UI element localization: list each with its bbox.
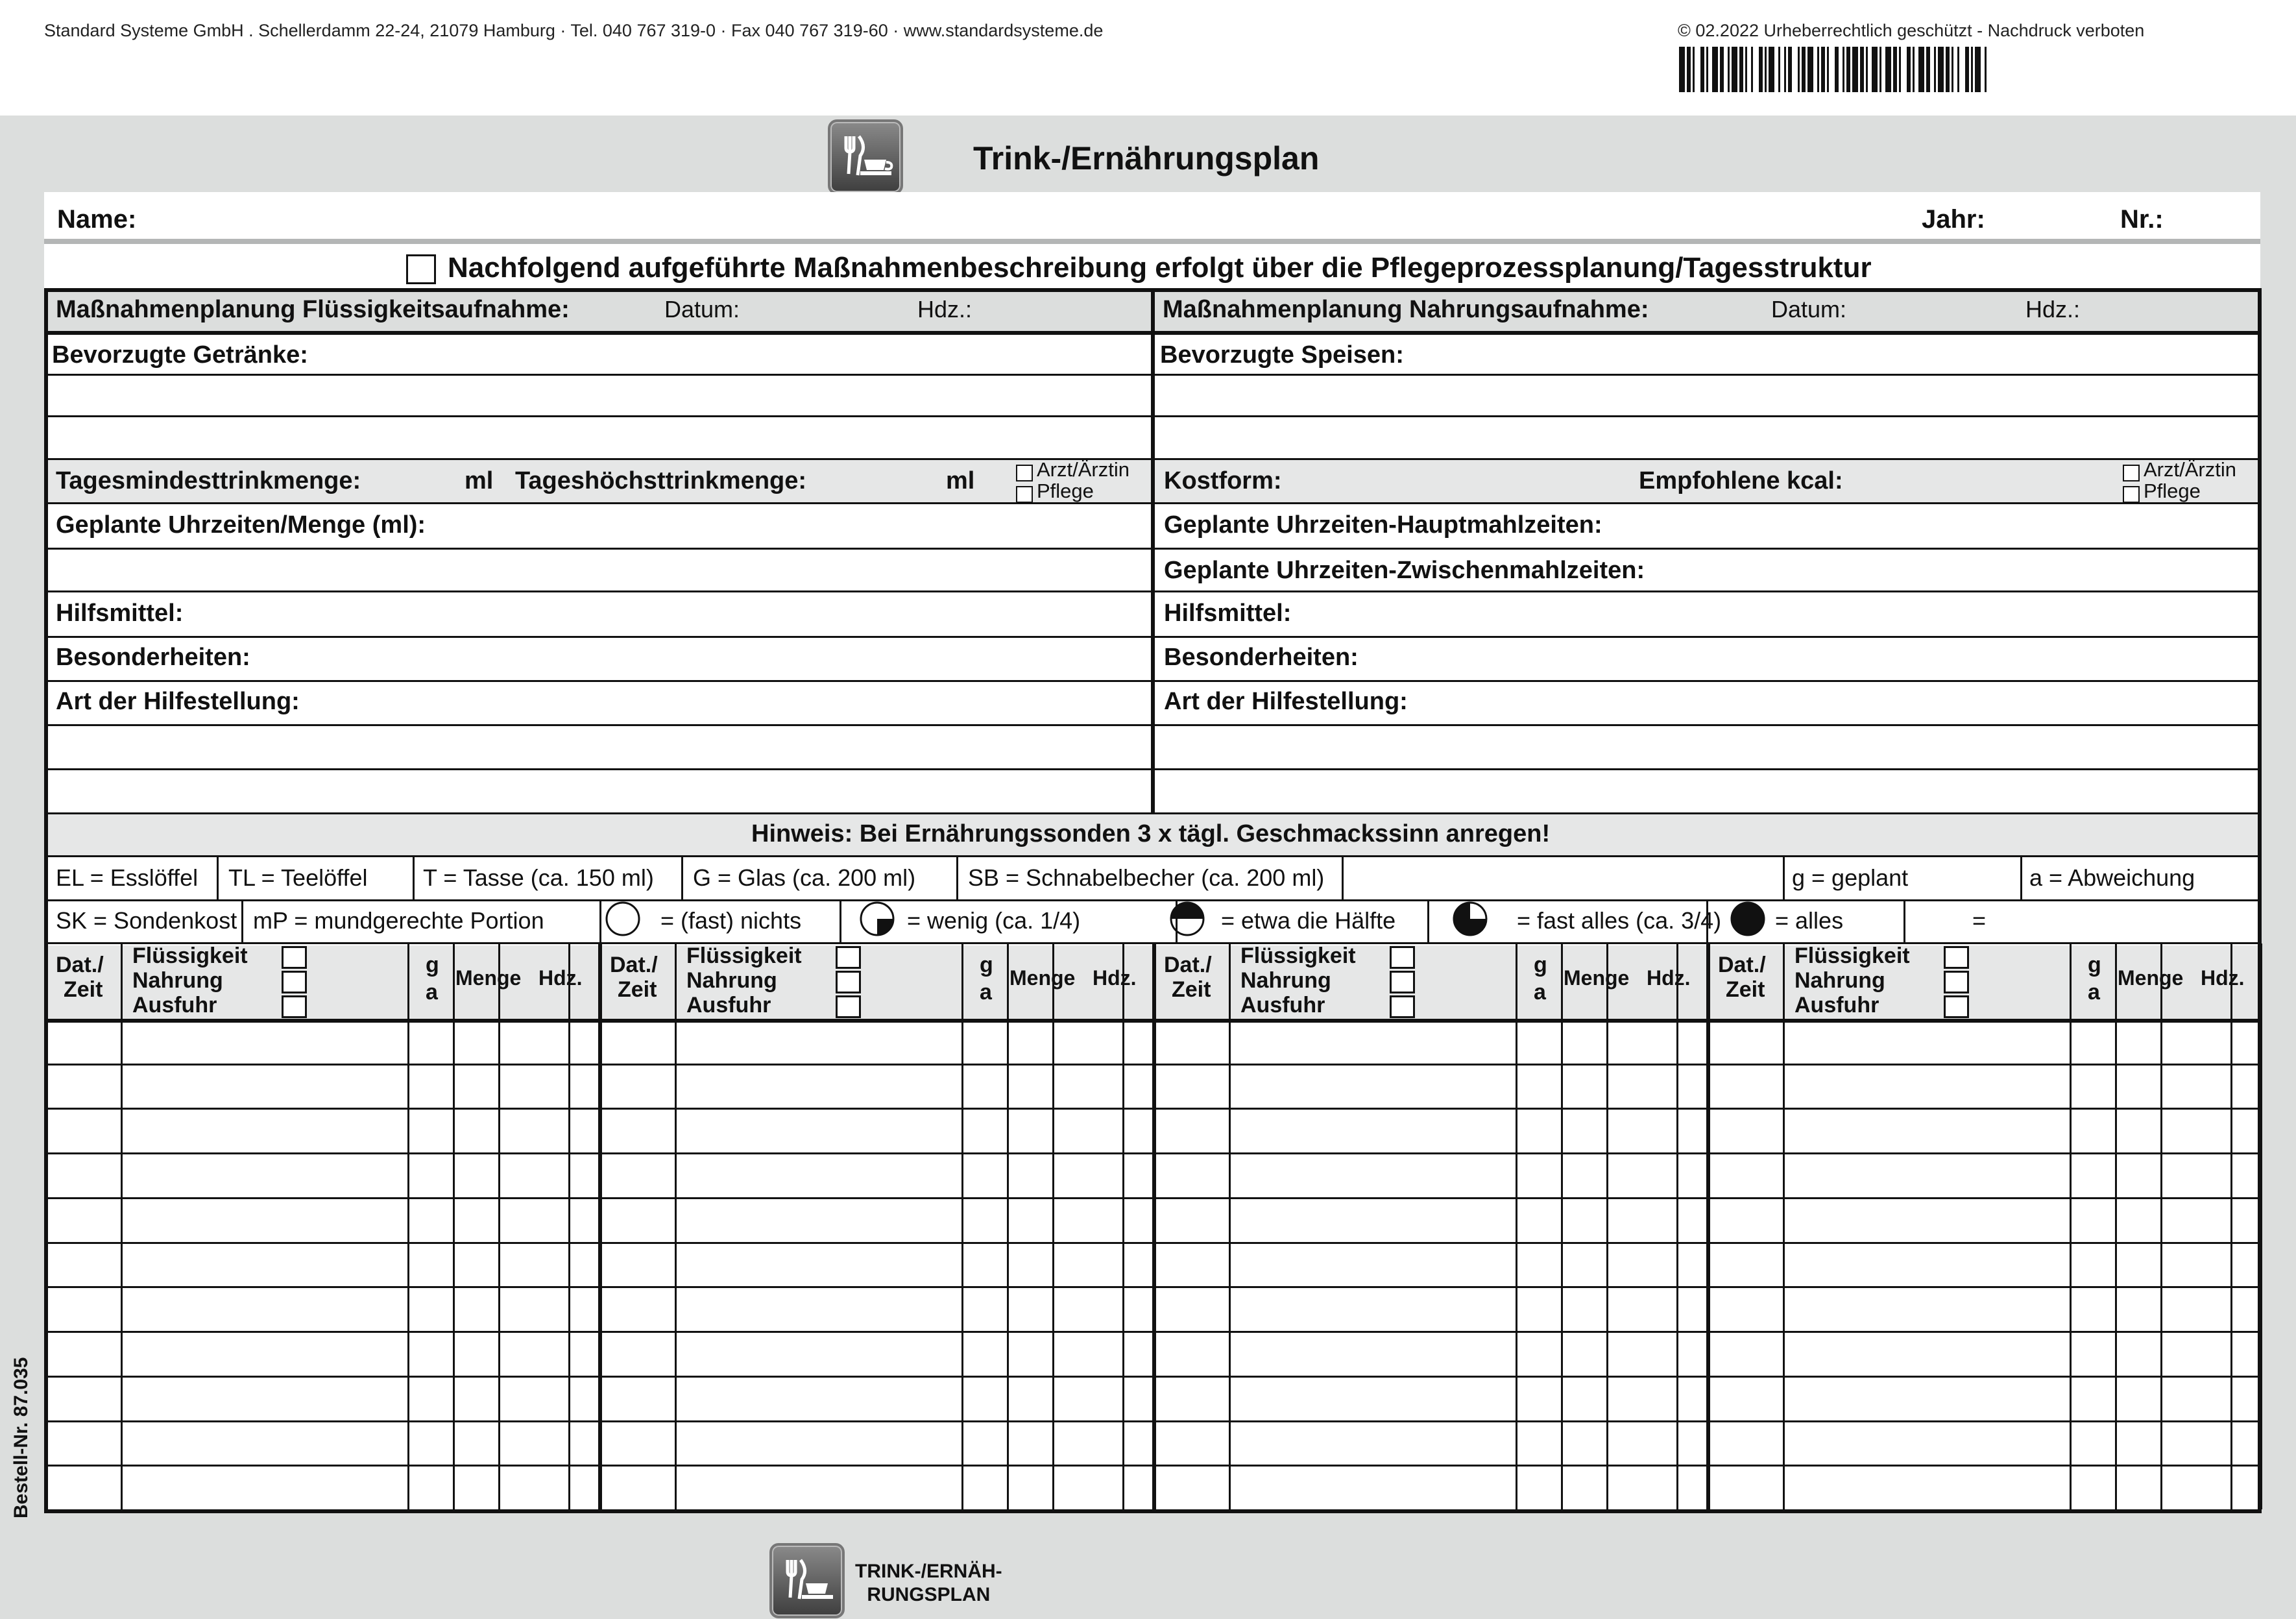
left-hdz-label: Hdz.: [917,296,973,323]
table-row[interactable] [602,1245,1147,1285]
table-line [44,1064,2260,1065]
consumption-symbol-2 [1168,899,1207,938]
rule-line [2020,855,2022,899]
order-number: Bestell-Nr. 87.035 [10,1357,32,1518]
table-row[interactable] [602,1110,1147,1151]
barcode-bar [1679,47,1685,92]
barcode-bar [1985,47,1987,92]
table-line [44,1152,2260,1154]
table-row[interactable] [602,1467,1147,1508]
table-row[interactable] [1710,1333,2255,1374]
barcode-bar [1952,47,1953,92]
table-row[interactable] [1156,1289,1701,1330]
barcode-bar [1745,47,1747,92]
rule-line [599,899,601,943]
rule-line [1427,899,1429,943]
table-row[interactable] [1156,1200,1701,1241]
table-line [44,1242,2260,1244]
right-hdz-label: Hdz.: [2025,296,2081,323]
excretion-checkbox[interactable] [1944,995,1969,1018]
legend-t: T = Tasse (ca. 150 ml) [423,864,654,891]
barcode-bar [1739,47,1743,92]
table-row[interactable] [48,1200,593,1241]
table-line [44,1376,2260,1378]
table-row[interactable] [1710,1200,2255,1241]
preferred-food-field[interactable] [1156,376,2259,457]
col-food-label: Nahrung [686,968,777,993]
notice-text: Nachfolgend aufgeführte Maßnahmenbeschreibung erfolgt über die Pflegeprozessplanung/Tagesstruktur [448,252,1872,284]
barcode-bar [1934,47,1936,92]
right-doctor-checkbox[interactable] [2123,465,2140,481]
legend-g: G = Glas (ca. 200 ml) [693,864,916,891]
min-drink-label: Tagesmindesttrinkmenge: [56,467,361,494]
legend-most: = fast alles (ca. 3/4) [1517,907,1722,934]
planned-times-label: Geplante Uhrzeiten/Menge (ml): [56,511,426,539]
barcode-bar [1926,47,1930,92]
max-drink-label: Tageshöchsttrinkmenge: [515,467,807,494]
barcode [1679,47,1988,92]
left-aids-label: Hilfsmittel: [56,600,184,627]
barcode-bar [1907,47,1911,92]
barcode-bar [1769,47,1774,92]
left-doctor-label: Arzt/Ärztin [1037,458,1130,481]
food-checkbox[interactable] [1390,971,1415,993]
footer-logo-icon [769,1543,845,1618]
excretion-checkbox[interactable] [282,995,307,1018]
nr-label: Nr.: [2120,205,2164,234]
barcode-bar [1860,47,1864,92]
legend-geplant: g = geplant [1792,864,1909,891]
left-heading: Maßnahmenplanung Flüssigkeitsaufnahme: [56,296,570,323]
col-g-label: g [426,953,439,977]
barcode-bar [1913,47,1915,92]
consumption-symbol-1 [858,899,897,938]
table-row[interactable] [48,1378,593,1419]
legend-eq: = [1972,907,1987,934]
table-line [44,1420,2260,1422]
rule-line [1151,288,1155,814]
table-row[interactable] [1710,1066,2255,1107]
barcode-bar [1835,47,1839,92]
barcode-bar [1728,47,1730,92]
table-row[interactable] [1710,1378,2255,1419]
footer-line-1: TRINK-/ERNÄH- [855,1561,1002,1582]
year-field[interactable] [1998,199,2115,234]
legend-abweichung: a = Abweichung [2029,864,2195,891]
barcode-bar [1938,47,1944,92]
barcode-bar [1751,47,1753,92]
col-excretion-label: Ausfuhr [132,993,217,1017]
barcode-bar [1720,47,1724,92]
barcode-bar [1687,47,1691,92]
legend-little: = wenig (ca. 1/4) [907,907,1081,934]
fluid-checkbox[interactable] [1944,946,1969,969]
barcode-bar [1788,47,1792,92]
preferred-food-label: Bevorzugte Speisen: [1160,341,1404,369]
col-excretion-label: Ausfuhr [1795,993,1879,1017]
col-a-label: a [2088,980,2100,1004]
right-date-label: Datum: [1771,296,1847,323]
rule-line [241,899,243,943]
col-food-label: Nahrung [1240,968,1331,993]
legend-el: EL = Esslöffel [56,864,199,891]
barcode-bar [1784,47,1786,92]
consumption-symbol-3 [1451,899,1490,938]
col-date-label: Dat./ [1718,953,1766,977]
table-row[interactable] [1710,1423,2255,1464]
right-care-label: Pflege [2144,480,2201,502]
legend-half: = etwa die Hälfte [1221,907,1396,934]
table-row[interactable] [602,1378,1147,1419]
col-time-label: Zeit [1726,977,1765,1002]
barcode-bar [1879,47,1881,92]
food-checkbox[interactable] [282,971,307,993]
col-g-label: g [980,953,993,977]
table-row[interactable] [48,1245,593,1285]
table-row[interactable] [1710,1021,2255,1062]
barcode-bar [1899,47,1901,92]
barcode-bar [1975,47,1981,92]
left-date-label: Datum: [664,296,740,323]
notice-checkbox[interactable] [406,254,436,284]
fluid-checkbox[interactable] [836,946,861,969]
footer-label [855,1560,1002,1607]
right-special-label: Besonderheiten: [1164,644,1359,671]
table-row[interactable] [1710,1289,2255,1330]
barcode-bar [1846,47,1850,92]
min-ml-unit: ml [465,467,494,494]
col-a-label: a [1534,980,1546,1004]
col-excretion-label: Ausfuhr [686,993,771,1017]
company-address: Standard Systeme GmbH . Schellerdamm 22-24, 21079 Hamburg · Tel. 040 767 319-0 · Fax 040 767 319-60 · www.standardsysteme.de [44,21,1104,40]
legend-sk: SK = Sondenkost [56,907,237,934]
table-row[interactable] [48,1423,593,1464]
barcode-bar [1872,47,1878,92]
barcode-bar [1807,47,1813,92]
table-line [44,1286,2260,1288]
col-amount-label: Menge [2118,966,2184,990]
table-row[interactable] [48,1110,593,1151]
consumption-symbol-4 [1728,899,1767,938]
barcode-bar [1732,47,1737,92]
table-row[interactable] [602,1066,1147,1107]
rule-line [1783,855,1785,899]
table-row[interactable] [1156,1066,1701,1107]
legend-sb: SB = Schnabelbecher (ca. 200 ml) [968,864,1325,891]
barcode-bar [1821,47,1825,92]
col-hdz-label: Hdz. [1093,966,1137,990]
left-care-checkbox[interactable] [1016,486,1033,503]
nutrition-logo-icon [828,119,903,195]
preferred-drinks-label: Bevorzugte Getränke: [52,341,308,369]
table-line [2260,943,2262,1509]
col-hdz-label: Hdz. [538,966,583,990]
col-amount-label: Menge [455,966,522,990]
table-row[interactable] [1156,1110,1701,1151]
col-hdz-label: Hdz. [1647,966,1691,990]
hint-text: Hinweis: Bei Ernährungssonden 3 x tägl. Geschmackssinn anregen! [751,820,1551,847]
col-date-label: Dat./ [56,953,104,977]
table-row[interactable] [1156,1245,1701,1285]
col-fluid-label: Flüssigkeit [132,943,248,968]
rule-line [217,855,219,899]
col-time-label: Zeit [618,977,657,1002]
food-checkbox[interactable] [1944,971,1969,993]
rule-line [44,1509,2260,1513]
legend-all: = alles [1775,907,1844,934]
fluid-checkbox[interactable] [282,946,307,969]
table-row[interactable] [48,1333,593,1374]
copyright-notice: © 02.2022 Urheberrechtlich geschützt - Nachdruck verboten [1678,21,2145,40]
nr-field[interactable] [2173,199,2258,234]
table-row[interactable] [1156,1333,1701,1374]
left-doctor-checkbox[interactable] [1016,465,1033,481]
col-amount-label: Menge [1009,966,1076,990]
table-line [44,1465,2260,1467]
barcode-bar [1843,47,1844,92]
table-row[interactable] [48,1467,593,1508]
rule-line [413,855,415,899]
legend-none: = (fast) nichts [660,907,802,934]
col-amount-label: Menge [1564,966,1630,990]
table-line [44,1108,2260,1110]
table-row[interactable] [602,1423,1147,1464]
col-a-label: a [426,980,438,1004]
right-heading: Maßnahmenplanung Nahrungsaufnahme: [1163,296,1649,323]
rule-line [44,855,2260,857]
name-field[interactable] [149,199,1901,234]
barcode-bar [1798,47,1800,92]
col-hdz-label: Hdz. [2201,966,2245,990]
main-meals-label: Geplante Uhrzeiten-Hauptmahlzeiten: [1164,511,1602,539]
barcode-bar [1965,47,1969,92]
col-a-label: a [980,980,992,1004]
col-food-label: Nahrung [1795,968,1885,993]
col-fluid-label: Flüssigkeit [1795,943,1910,968]
barcode-bar [1778,47,1780,92]
col-date-label: Dat./ [610,953,658,977]
barcode-bar [1706,47,1708,92]
table-row[interactable] [48,1066,593,1107]
right-care-checkbox[interactable] [2123,486,2140,503]
preferred-drinks-field[interactable] [45,376,1152,457]
col-g-label: g [1534,953,1547,977]
col-time-label: Zeit [1172,977,1211,1002]
col-excretion-label: Ausfuhr [1240,993,1325,1017]
barcode-bar [1946,47,1950,92]
rule-line [840,899,841,943]
right-doctor-label: Arzt/Ärztin [2144,458,2236,481]
kcal-label: Empfohlene kcal: [1639,467,1843,494]
right-assistance-label: Art der Hilfestellung: [1164,688,1408,715]
barcode-bar [1693,47,1695,92]
table-row[interactable] [48,1021,593,1062]
legend-mp: mP = mundgerechte Portion [253,907,544,934]
right-aids-label: Hilfsmittel: [1164,600,1292,627]
rule-line [1342,855,1344,899]
col-date-label: Dat./ [1164,953,1212,977]
barcode-bar [1712,47,1718,92]
rule-line [44,899,2260,901]
barcode-bar [1866,47,1868,92]
max-ml-unit: ml [946,467,975,494]
barcode-bar [1700,47,1704,92]
year-label: Jahr: [1922,205,1985,234]
table-row[interactable] [1156,1423,1701,1464]
barcode-bar [1802,47,1806,92]
col-g-label: g [2088,953,2101,977]
table-row[interactable] [1710,1155,2255,1196]
table-row[interactable] [602,1021,1147,1062]
consumption-symbol-0 [603,899,642,938]
table-line [44,1197,2260,1199]
barcode-bar [1893,47,1897,92]
fluid-checkbox[interactable] [1390,946,1415,969]
col-time-label: Zeit [64,977,103,1002]
table-row[interactable] [602,1155,1147,1196]
table-row[interactable] [1156,1378,1701,1419]
name-label: Name: [57,205,137,234]
barcode-bar [1759,47,1763,92]
legend-tl: TL = Teelöffel [228,864,368,891]
barcode-bar [1817,47,1819,92]
table-row[interactable] [1156,1467,1701,1508]
table-row[interactable] [602,1333,1147,1374]
page-title: Trink-/Ernährungsplan [973,140,1320,177]
food-checkbox[interactable] [836,971,861,993]
barcode-bar [1971,47,1973,92]
footer-line-2: RUNGSPLAN [867,1584,991,1605]
barcode-bar [1765,47,1767,92]
rule-line [956,855,958,899]
excretion-checkbox[interactable] [836,995,861,1018]
left-assistance-label: Art der Hilfestellung: [56,688,300,715]
barcode-bar [1918,47,1924,92]
snacks-label: Geplante Uhrzeiten-Zwischenmahlzeiten: [1164,557,1645,584]
table-row[interactable] [1710,1467,2255,1508]
barcode-bar [1885,47,1891,92]
excretion-checkbox[interactable] [1390,995,1415,1018]
barcode-bar [1957,47,1959,92]
table-row[interactable] [1710,1245,2255,1285]
col-fluid-label: Flüssigkeit [1240,943,1356,968]
rule-line [1903,899,1905,943]
table-row[interactable] [602,1200,1147,1241]
table-row[interactable] [48,1289,593,1330]
col-fluid-label: Flüssigkeit [686,943,802,968]
table-row[interactable] [1710,1110,2255,1151]
table-line [44,1331,2260,1333]
table-row[interactable] [1156,1155,1701,1196]
rule-line [681,855,683,899]
left-care-label: Pflege [1037,480,1094,502]
left-special-label: Besonderheiten: [56,644,250,671]
col-food-label: Nahrung [132,968,223,993]
barcode-bar [1827,47,1829,92]
table-row[interactable] [1156,1021,1701,1062]
diet-label: Kostform: [1164,467,1282,494]
table-row[interactable] [48,1155,593,1196]
barcode-bar [1852,47,1858,92]
table-row[interactable] [602,1289,1147,1330]
